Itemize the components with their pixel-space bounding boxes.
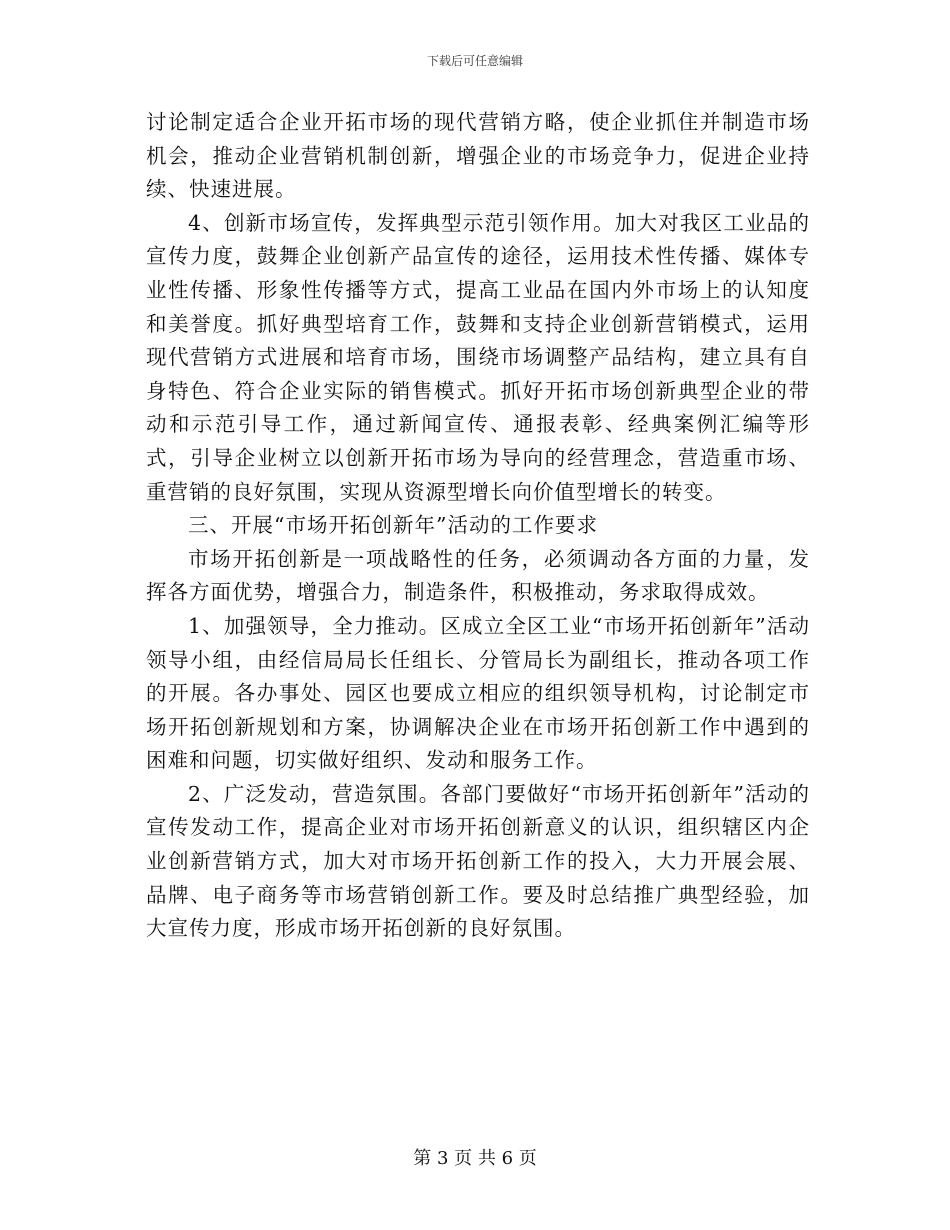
paragraph-item-2: 2、广泛发动，营造氛围。各部门要做好“市场开拓创新年”活动的宣传发动工作，提高企业对市场开拓创新意义的认识，组织辖区内企业创新营销方式，加大对市场开拓创新工作的投入，大力开展会展、品牌、电子商务等市场营销创新工作。要及时总结推广典型经验，加大宣传力度，形成市场开拓创新的良好氛围。 <box>146 781 810 941</box>
page-number-footer: 第 3 页 共 6 页 <box>413 1148 537 1169</box>
document-body <box>146 106 810 946</box>
paragraph-section-intro: 市场开拓创新是一项战略性的任务，必须调动各方面的力量，发挥各方面优势，增强合力，制造条件，积极推动，务求取得成效。 <box>146 546 810 605</box>
page-header-note: 下载后可任意编辑 <box>426 54 523 68</box>
paragraph-continuation: 讨论制定适合企业开拓市场的现代营销方略，使企业抓住并制造市场机会，推动企业营销机制创新，增强企业的市场竞争力，促进企业持续、快速进展。 <box>146 110 810 202</box>
section-heading-3: 三、开展“市场开拓创新年”活动的工作要求 <box>188 513 598 538</box>
paragraph-item-1: 1、加强领导，全力推动。区成立全区工业“市场开拓创新年”活动领导小组，由经信局局长任组长、分管局长为副组长，推动各项工作的开展。各办事处、园区也要成立相应的组织领导机构，讨论制定市场开拓创新规划和方案，协调解决企业在市场开拓创新工作中遇到的困难和问题，切实做好组织、发动和服务工作。 <box>146 613 810 773</box>
paragraph-item-4: 4、创新市场宣传，发挥典型示范引领作用。加大对我区工业品的宣传力度，鼓舞企业创新产品宣传的途径，运用技术性传播、媒体专业性传播、形象性传播等方式，提高工业品在国内外市场上的认知度和美誉度。抓好典型培育工作，鼓舞和支持企业创新营销模式，运用现代营销方式进展和培育市场，围绕市场调整产品结构，建立具有自身特色、符合企业实际的销售模式。抓好开拓市场创新典型企业的带动和示范引导工作，通过新闻宣传、通报表彰、经典案例汇编等形式，引导企业树立以创新开拓市场为导向的经营理念，营造重市场、重营销的良好氛围，实现从资源型增长向价值型增长的转变。 <box>146 210 810 504</box>
